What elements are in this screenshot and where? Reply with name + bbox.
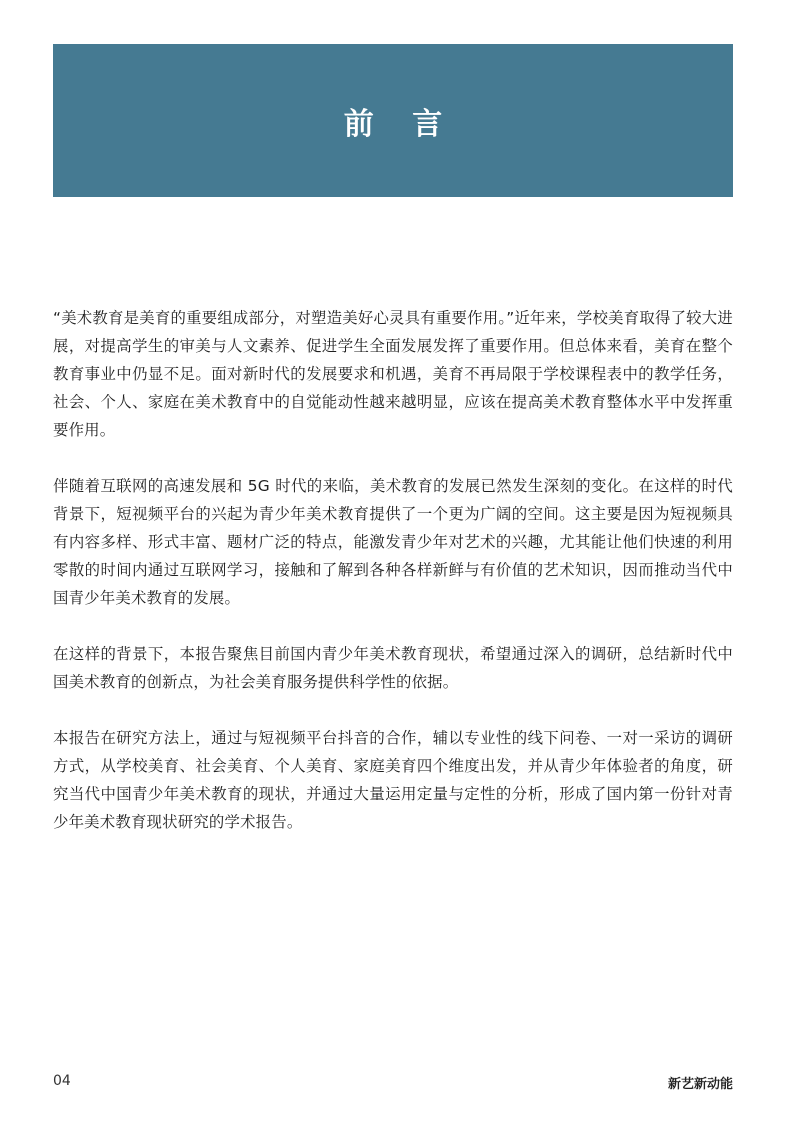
paragraph-2: 伴随着互联网的高速发展和 5G 时代的来临，美术教育的发展已然发生深刻的变化。在这样的时代背景下，短视频平台的兴起为青少年美术教育提供了一个更为广阔的空间。这主要是因为短视频具有内容多样、形式丰富、题材广泛的特点，能激发青少年对艺术的兴趣，尤其能让他们快速的利用零散的时间内通过互联网学习，接触和了解到各种各样新鲜与有价值的艺术知识，因而推动当代中国青少年美术教育的发展。: [53, 477, 733, 607]
paragraph-4: 本报告在研究方法上，通过与短视频平台抖音的合作，辅以专业性的线下问卷、一对一采访的调研方式，从学校美育、社会美育、个人美育、家庭美育四个维度出发，并从青少年体验者的角度，研究当代中国青少年美术教育的现状，并通过大量运用定量与定性的分析，形成了国内第一份针对青少年美术教育现状研究的学术报告。: [53, 729, 733, 831]
title-banner: [53, 44, 733, 197]
paragraph-3: 在这样的背景下，本报告聚焦目前国内青少年美术教育现状，希望通过深入的调研，总结新时代中国美术教育的创新点，为社会美育服务提供科学性的依据。: [53, 645, 733, 691]
page-title: 前 言: [343, 106, 457, 142]
paragraph-1: “美术教育是美育的重要组成部分，对塑造美好心灵具有重要作用。”近年来，学校美育取得了较大进展，对提高学生的审美与人文素养、促进学生全面发展发挥了重要作用。但总体来看，美育在整个教育事业中仍显不足。面对新时代的发展要求和机遇，美育不再局限于学校课程表中的教学任务，社会、个人、家庭在美术教育中的自觉能动性越来越明显，应该在提高美术教育整体水平中发挥重要作用。: [53, 309, 733, 439]
body-text: [53, 304, 733, 864]
footer-brand: 新艺新动能: [667, 1077, 733, 1092]
page-number: 04: [53, 1073, 71, 1089]
